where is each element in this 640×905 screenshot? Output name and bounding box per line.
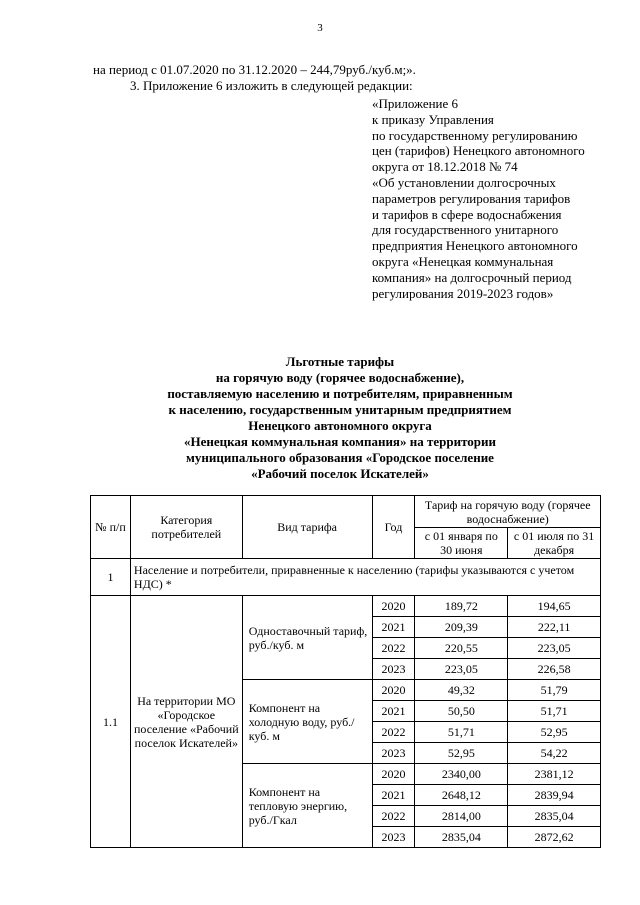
value-cell: 2835,04 <box>508 806 601 827</box>
title-line: муниципального образования «Городское поселение <box>186 450 494 465</box>
value-cell: 2381,12 <box>508 764 601 785</box>
appendix-line: для государственного унитарного <box>372 222 559 238</box>
tariff-table <box>90 495 601 848</box>
header-kind: Вид тарифа <box>242 496 372 559</box>
value-cell: 51,71 <box>415 722 508 743</box>
appendix-line: по государственному регулированию <box>372 127 578 143</box>
appendix-line: к приказу Управления <box>372 111 494 127</box>
section-text: Население и потребители, приравненные к населению (тарифы указываются с учетом НДС) * <box>130 559 600 596</box>
value-cell: 220,55 <box>415 638 508 659</box>
title-line: «Ненецкая коммунальная компания» на территории <box>184 434 496 449</box>
value-cell: 50,50 <box>415 701 508 722</box>
year-cell: 2021 <box>372 617 415 638</box>
value-cell: 2814,00 <box>415 806 508 827</box>
value-cell: 194,65 <box>508 596 601 617</box>
value-cell: 51,79 <box>508 680 601 701</box>
title-line: Ненецкого автономного округа <box>248 418 432 433</box>
document-title <box>100 354 580 482</box>
year-cell: 2023 <box>372 743 415 764</box>
year-cell: 2020 <box>372 764 415 785</box>
value-cell: 2835,04 <box>415 827 508 848</box>
value-cell: 52,95 <box>508 722 601 743</box>
title-line: «Рабочий поселок Искателей» <box>251 466 429 481</box>
appendix-line: округа от 18.12.2018 № 74 <box>372 159 518 175</box>
year-cell: 2023 <box>372 659 415 680</box>
year-cell: 2020 <box>372 596 415 617</box>
appendix-line: компания» на долгосрочный период <box>372 269 572 285</box>
appendix-line: «Об установлении долгосрочных <box>372 174 556 190</box>
table-row <box>91 596 601 617</box>
value-cell: 52,95 <box>415 743 508 764</box>
value-cell: 189,72 <box>415 596 508 617</box>
appendix-line: цен (тарифов) Ненецкого автономного <box>372 143 585 159</box>
appendix-line: параметров регулирования тарифов <box>372 190 571 206</box>
page-number: 3 <box>317 22 323 34</box>
tariff-kind: Одноставочный тариф, руб./куб. м <box>242 596 372 680</box>
value-cell: 51,71 <box>508 701 601 722</box>
intro-line-2: 3. Приложение 6 изложить в следующей редакции: <box>130 78 413 93</box>
section-num: 1 <box>91 559 131 596</box>
header-num: № п/п <box>91 496 131 559</box>
header-tariff: Тариф на горячую воду (горячее водоснабжение) <box>415 496 601 528</box>
value-cell: 49,32 <box>415 680 508 701</box>
title-line: на горячую воду (горячее водоснабжение), <box>215 370 465 385</box>
title-line: Льготные тарифы <box>285 354 395 369</box>
appendix-line: и тарифов в сфере водоснабжения <box>372 206 562 222</box>
value-cell: 54,22 <box>508 743 601 764</box>
header-period-1: с 01 января по 30 июня <box>415 528 508 559</box>
row-category: На территории МО «Городское поселение «Рабочий поселок Искателей» <box>130 596 242 848</box>
value-cell: 223,05 <box>508 638 601 659</box>
value-cell: 209,39 <box>415 617 508 638</box>
appendix-line: регулирования 2019-2023 годов» <box>372 285 554 301</box>
value-cell: 223,05 <box>415 659 508 680</box>
header-period-2: с 01 июля по 31 декабря <box>508 528 601 559</box>
header-category: Категория потребителей <box>130 496 242 559</box>
value-cell: 2839,94 <box>508 785 601 806</box>
value-cell: 2340,00 <box>415 764 508 785</box>
title-line: к населению, государственным унитарным предприятием <box>168 402 512 417</box>
year-cell: 2023 <box>372 827 415 848</box>
year-cell: 2022 <box>372 638 415 659</box>
tariff-kind: Компонент на тепловую энергию, руб./Гкал <box>242 764 372 848</box>
year-cell: 2021 <box>372 785 415 806</box>
value-cell: 2872,62 <box>508 827 601 848</box>
year-cell: 2022 <box>372 722 415 743</box>
appendix-line: «Приложение 6 <box>372 96 459 111</box>
value-cell: 222,11 <box>508 617 601 638</box>
year-cell: 2020 <box>372 680 415 701</box>
header-year: Год <box>372 496 415 559</box>
appendix-header <box>372 96 632 301</box>
appendix-line: предприятия Ненецкого автономного <box>372 238 578 254</box>
year-cell: 2021 <box>372 701 415 722</box>
value-cell: 2648,12 <box>415 785 508 806</box>
tariff-kind: Компонент на холодную воду, руб./куб. м <box>242 680 372 764</box>
row-num: 1.1 <box>91 596 131 848</box>
title-line: поставляемую населению и потребителям, приравненным <box>167 386 513 401</box>
appendix-line: округа «Ненецкая коммунальная <box>372 253 554 269</box>
year-cell: 2022 <box>372 806 415 827</box>
value-cell: 226,58 <box>508 659 601 680</box>
intro-line-1: на период с 01.07.2020 по 31.12.2020 – 244,79руб./куб.м;». <box>93 62 416 77</box>
